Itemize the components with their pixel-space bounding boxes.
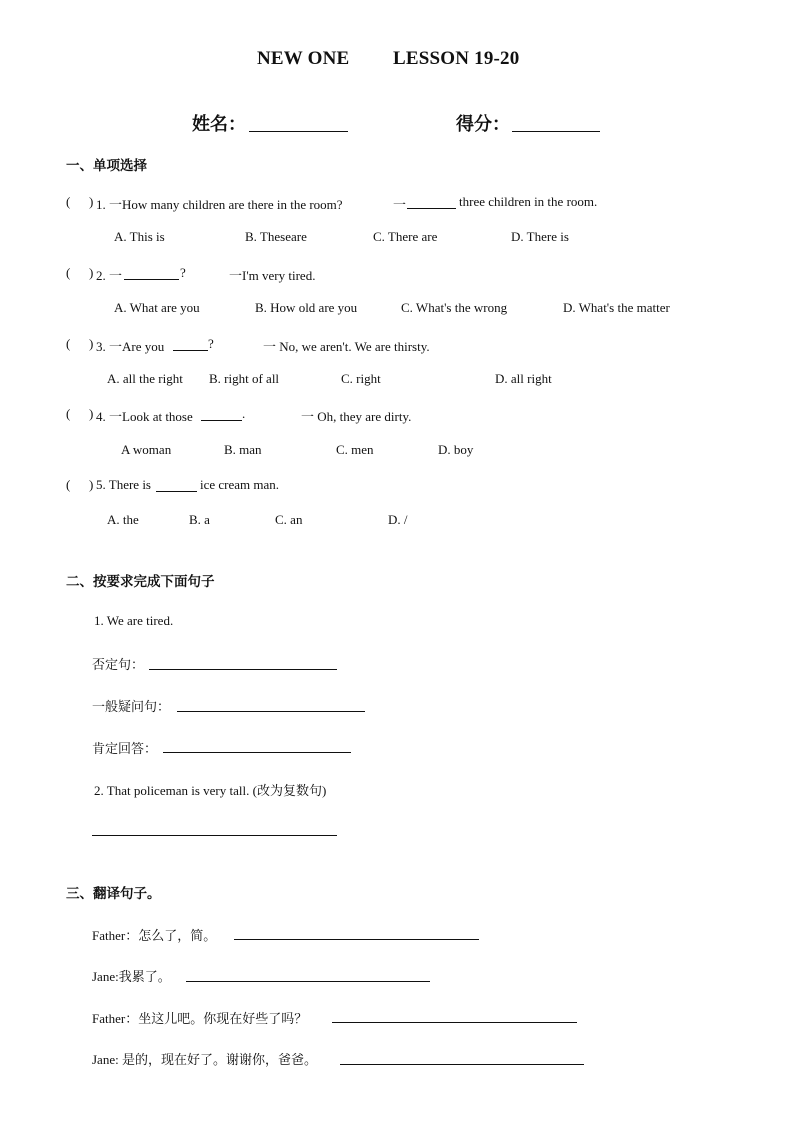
answer-paren-open: ( [66,265,71,280]
chinese-text: 是的，现在好了。谢谢你，爸爸。 [121,1053,317,1068]
answer-paren-open: ( [66,477,71,492]
title-right: LESSON 19-20 [393,48,520,69]
q4-option-d: D. boy [438,442,474,457]
q2-option-b: B. How old are you [255,300,358,315]
q5-text-end: ice cream man. [200,477,280,492]
dialog-line [92,1049,317,1068]
q5-text: 5. There is [96,477,151,492]
translation-blank-3[interactable] [332,1022,577,1023]
section1-heading: 一、单项选择 [66,158,147,174]
answer-paren-close: ) [89,194,94,209]
negative-blank[interactable] [149,669,337,670]
s2-item1: 1. We are tired. [94,613,174,628]
affirm-label: 肯定回答： [92,742,158,757]
q3-blank[interactable] [173,350,208,351]
q2-blank[interactable] [124,279,179,280]
q3-response: 一 No, we aren't. We are thirsty. [263,339,430,354]
answer-paren-close: ) [89,406,94,421]
name-blank[interactable] [249,131,348,132]
title-left: NEW ONE [257,48,350,69]
q2-option-c: C. What's the wrong [401,300,508,315]
q4-response: 一 Oh, they are dirty. [301,409,412,424]
q4-option-c: C. men [336,442,374,457]
dialog-line [92,1008,307,1027]
q4-option-b: B. man [224,442,262,457]
q3-option-a: A. all the right [107,371,183,386]
chinese-text: 我累了。 [118,970,171,985]
q3-text: 3. 一Are you [96,339,165,354]
q4-blank[interactable] [201,420,242,421]
q5-blank[interactable] [156,491,197,492]
speaker: Jane: [92,969,119,984]
q3-qmark: ? [208,336,214,351]
answer-paren-open: ( [66,194,71,209]
q2-option-a: A. What are you [114,300,200,315]
q4-period: . [242,406,246,421]
q4-text: 4. 一Look at those [96,409,193,424]
q1-dash: 一 [393,197,407,212]
chinese-text: 坐这儿吧。你现在好些了吗？ [138,1012,308,1027]
score-blank[interactable] [512,131,600,132]
affirm-blank[interactable] [163,752,351,753]
speaker: Father： [92,1011,139,1026]
question-label: 一般疑问句： [92,700,171,715]
speaker: Jane: [92,1052,122,1067]
translation-blank-2[interactable] [186,981,430,982]
q4-option-a: A woman [121,442,172,457]
q5-option-d: D. / [388,512,408,527]
q3-option-c: C. right [341,371,381,386]
answer-paren-close: ) [89,477,94,492]
name-label: 姓名： [192,114,246,135]
q2-qmark: ? [180,265,186,280]
q2-response: 一I'm very tired. [229,268,316,283]
translation-blank-1[interactable] [234,939,479,940]
q1-option-a: A. This is [114,229,165,244]
chinese-text: 怎么了，简。 [138,929,217,944]
q1-option-b: B. Theseare [245,229,307,244]
section2-heading: 二、按要求完成下面句子 [66,574,215,590]
q3-option-b: B. right of all [209,371,280,386]
speaker: Father： [92,928,139,943]
score-label: 得分： [456,114,510,135]
q1-text-end: three children in the room. [459,194,598,209]
q2-text: 2. 一 [96,268,123,283]
negative-label: 否定句： [92,658,145,673]
q3-option-d: D. all right [495,371,552,386]
dialog-line [92,925,216,944]
q1-blank[interactable] [407,208,456,209]
answer-paren-close: ) [89,265,94,280]
q1-text: 1. 一How many children are there in the room? [96,197,343,212]
answer-paren-open: ( [66,336,71,351]
q5-option-c: C. an [275,512,303,527]
s2-item2: 2. That policeman is very tall. (改为复数句) [94,783,327,798]
question-blank[interactable] [177,711,365,712]
dialog-line [92,966,171,985]
q1-option-c: C. There are [373,229,438,244]
q5-option-a: A. the [107,512,139,527]
translation-blank-4[interactable] [340,1064,584,1065]
q2-option-d: D. What's the matter [563,300,670,315]
answer-paren-close: ) [89,336,94,351]
q5-option-b: B. a [189,512,210,527]
q1-option-d: D. There is [511,229,569,244]
section3-heading: 三、翻译句子。 [66,886,161,902]
answer-paren-open: ( [66,406,71,421]
plural-blank[interactable] [92,835,337,836]
